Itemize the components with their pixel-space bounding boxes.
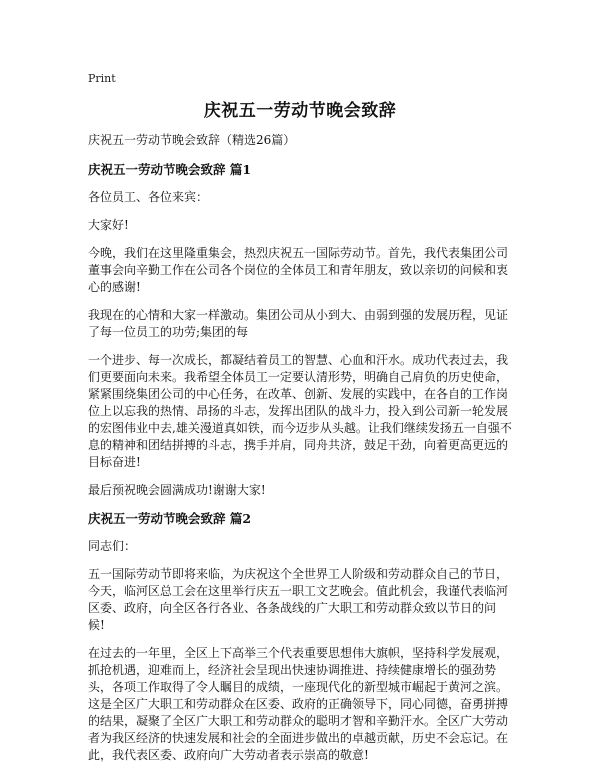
paragraph: 五一国际劳动节即将来临，为庆祝这个全世界工人阶级和劳动群众自己的节日，今天，临河区总工会在这里举行庆五一职工文艺晚会。值此机会，我谨代表临河区委、政府，向全区各行各业、各条战线的广大职工和劳动群众致以节日的问候!	[88, 567, 509, 632]
page-title: 庆祝五一劳动节晚会致辞	[203, 101, 397, 121]
paragraph: 今晚，我们在这里隆重集会，热烈庆祝五一国际劳动节。首先，我代表集团公司董事会向辛勤工作在公司各个岗位的全体员工和青年朋友，致以亲切的问候和衷心的感谢!	[88, 246, 509, 294]
section-heading-2: 庆祝五一劳动节晚会致辞 篇2	[88, 511, 252, 526]
paragraph: 我现在的心情和大家一样激动。集团公司从小到大、由弱到强的发展历程，见证了每一位员工的功劳;集团的每	[88, 308, 509, 339]
paragraph: 同志们：	[88, 539, 137, 553]
document-content	[88, 132, 512, 775]
document-subtitle: 庆祝五一劳动节晚会致辞（精选26篇）	[88, 133, 296, 147]
paragraph: 各位员工、各位来宾：	[88, 190, 209, 204]
section-heading-1: 庆祝五一劳动节晚会致辞 篇1	[88, 162, 252, 177]
paragraph: 一个进步、每一次成长，都凝结着员工的智慧、心血和汗水。成功代表过去，我们更要面向未来。我希望全体员工一定要认清形势，明确自己肩负的历史使命，紧紧围绕集团公司的中心任务，在改革、创新、发展的实践中，在各自的工作岗位上以忘我的热情、昂扬的斗志，发挥出团队的战斗力，投入到公司新一轮发展的宏图伟业中去,雄关漫道真如铁，而今迈步从头越。让我们继续发扬五一自强不息的精神和团结拼搏的斗志，携手并肩，同舟共济，鼓足干劲，向着更高更远的目标奋进!	[88, 353, 512, 469]
paragraph: 最后预祝晚会圆满成功!谢谢大家!	[88, 483, 266, 497]
print-link[interactable]: Print	[88, 72, 116, 85]
paragraph: 大家好!	[88, 218, 129, 232]
paragraph: 在过去的一年里，全区上下高举三个代表重要思想伟大旗帜，坚持科学发展观，抓抢机遇，迎难而上，经济社会呈现出快速协调推进、持续健康增长的强劲势头，各项工作取得了令人瞩目的成绩，一座现代化的新型城市崛起于黄河之滨。这是全区广大职工和劳动群众在区委、政府的正确领导下，同心同德，奋勇拼搏的结果，凝聚了全区广大职工和劳动群众的聪明才智和辛勤汗水。全区广大劳动者为我区经济的快速发展和社会的全面进步做出的卓越贡献，历史不会忘记。在此，我代表区委、政府向广大劳动者表示崇高的敬意!	[88, 646, 509, 762]
